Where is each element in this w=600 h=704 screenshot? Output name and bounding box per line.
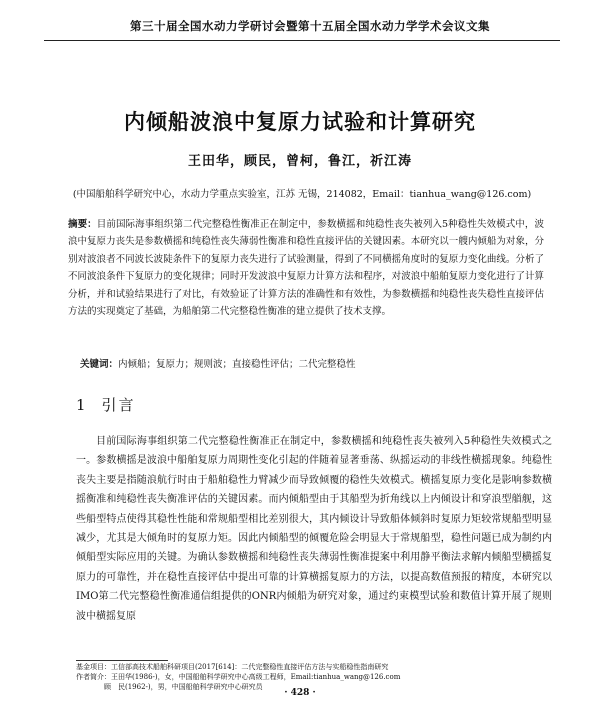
keywords-label: 关键词： bbox=[80, 359, 119, 370]
section-number: 1 bbox=[76, 396, 88, 414]
footnote-funding: 基金项目：工信部高技术船舶科研项目(2017[614]：二代完整稳性直接评估方法与实船稳性指南研究 bbox=[76, 663, 389, 671]
keywords bbox=[80, 356, 544, 370]
header-rule bbox=[44, 40, 560, 41]
abstract bbox=[68, 216, 544, 320]
body-paragraph: 目前国际海事组织第二代完整稳性衡准正在制定中，参数横摇和纯稳性丧失被列入5种稳性失效模式之一。参数横摇是波浪中船舶复原力周期性变化引起的伴随着显著垂荡、纵摇运动的非线性横摇现象。纯稳性丧失主要是指随浪航行时由于船舶稳性力臂减少而导致倾覆的稳性失效模式。横摇复原力变化是影响参数横摇衡准和纯稳性丧失衡准评估的关键因素。而内倾船型由于其船型为折角线以上内倾设计和穿浪型艏舰，这些船型特点使得其稳性性能和常规船型相比差别很大，其内倾设计导致船体倾斜时复原力矩较常规船型明显减少，尤其是大倾角时的复原力矩。因此内倾船型的倾覆危险会明显大于常规船型，稳性问题已成为制约内倾船型实际应用的关键。为确认参数横摇和纯稳性丧失薄弱性衡准提案中利用静平衡法求解内倾船型横摇复原力的可靠性，并在稳性直接评估中提出可靠的计算横摇复原力的方法，以提高数值预报的精度，本研究以IMO第二代完整稳性衡准通信组提供的ONR内倾船为研究对象，通过约束模型试验和数值计算开展了规则波中横摇复原 bbox=[76, 436, 552, 622]
keywords-text: 内倾船；复原力；规则波；直接稳性评估；二代完整稳性 bbox=[118, 359, 356, 370]
paper-title: 内倾船波浪中复原力试验和计算研究 bbox=[124, 109, 476, 134]
abstract-text: 目前国际海事组织第二代完整稳性衡准正在制定中，参数横摇和纯稳性丧失被列入5种稳性失效模式中，波浪中复原力丧失是参数横摇和纯稳性丧失薄弱性衡准和稳性直接评估的关键因素。本研究以一艘内倾船为对象，分别对波浪者不同波长波陡条件下的复原力丧失进行了试验测量，得到了不同横摇角度时的复原力变化曲线。分析了不同波浪条件下复原力的变化规律；同时开发波浪中复原力计算方法和程序，对波浪中船舶复原力变化进行了计算分析，并和试验结果进行了对比，有效验证了计算方法的准确性和有效性，为参数横摇和纯稳性丧失稳性直接评估方法的实现奠定了基础，为船舶第二代完整稳性衡准的建立提供了技术支撑。 bbox=[68, 219, 544, 318]
running-head: 第三十届全国水动力学研讨会暨第十五届全国水动力学学术会议文集 bbox=[130, 19, 490, 33]
affiliation: (中国船舶科学研究中心，水动力学重点实验室，江苏 无锡，214082，Email：tianhua_wang@126.com) bbox=[72, 189, 532, 200]
section-title: 引言 bbox=[101, 396, 136, 414]
page-number: · 428 · bbox=[284, 688, 316, 698]
section-heading bbox=[76, 394, 136, 415]
abstract-label: 摘要： bbox=[68, 219, 97, 230]
author-list: 王田华，顾民，曾柯，鲁江，祈江涛 bbox=[187, 154, 412, 169]
footnote-author-1: 作者简介：王田华(1986-)，女，中国船舶科学研究中心高级工程师，Email:tianhua_wang@126.com bbox=[76, 673, 401, 681]
footnote-author-2: 顾 民(1962-)，男，中国船舶科学研究中心研究员 bbox=[104, 683, 263, 691]
footnote-rule bbox=[76, 660, 168, 661]
